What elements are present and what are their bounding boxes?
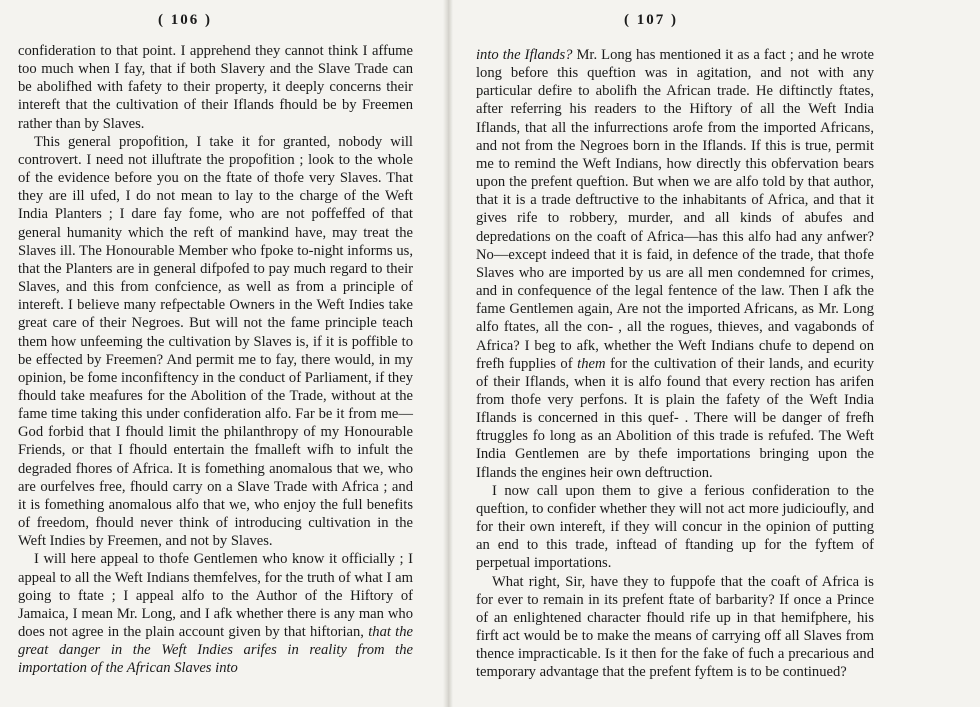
italic-quote: that the great danger in the Weft Indies arifes in reality from the importation of the African Slaves xyxy=(18,624,413,677)
italic-lead: into the Iflands? xyxy=(476,47,573,63)
paragraph-text: Mr. Long has mentioned it as a fact ; and he wrote long before this queftion was in agitation, and not with any particular defire to abolifh the African trade. He diftinctly ftates, after referring his readers to the Hiftory of all the Weft India Iflands, that all the infurrections arofe from the imported Africans, and not from the Negroes born in the Iflands. If this is true, permit me to remind the Weft Indians, how directly this obfervation bears upon the prefent queftion. But when we are alfo told by that author, that it is a trade deftructive to the inhabitants of Africa, and that it gives rife to robbery, murder, and all kinds of abufes and depredations on the coaft of Africa—has this alfo had any anfwer? No—except indeed that it is faid, in defence of the trade, that thofe Slaves who are imported by us are all men condemned for crimes, and in confequence of the legal fentence of the law. Then I afk the fame Gentlemen again, Are not the imported Africans, as Mr. Long alfo ftates, all the con- , all the rogues, thieves, and vagabonds of Africa? I beg to afk, whether the Weft Indians chufe to depend on frefh fupplies of xyxy=(476,47,874,372)
paragraph: confideration to that point. I apprehend they cannot think I affume too much when I fay, that if both Slavery and the Slave Trade can be abolifhed with fafety to their property, it deeply concerns their intereft that the cultivation of their Iflands fhould be by Freemen rather than by Slaves. xyxy=(18,43,413,132)
left-page xyxy=(0,0,445,707)
page-number: ( 107 ) xyxy=(624,12,678,28)
page-body xyxy=(476,46,874,681)
paragraph: This general propofition, I take it for granted, nobody will controvert. I need not illuftrate the propofition ; look to the whole of the evidence before you on the ftate of thofe very Slaves. That they are ill ufed, I do not mean to lay to the charge of the Weft India Planters ; I dare fay fome, who are not poffeffed of that general humanity which the reft of mankind have, may treat the Slaves ill. The Honourable Member who fpoke to-night informs us, that the Planters are in general difpofed to pay much regard to their Slaves, and this from confcience, as well as from a principle of intereft. I believe many refpectable Owners in the Weft Indies take great care of their Negroes. But will not the fame principle teach them how unfeeming the cultivation by Slaves is, if it is poffible to be effected by Freemen? And permit me to fay, there would, in my opinion, be fome inconfiftency in the conduct of Parliament, if they fhould take meafures for the Abolition of the Trade, without at the fame time taking this under confideration alfo. Far be it from me—God forbid that I fhould limit the philanthropy of my Honourable Friends, or that I fhould entertain the fmalleft wifh to infult the degraded fhores of Africa. It is fomething anomalous that we, who are ourfelves free, fhould carry on a Slave Trade with Africa ; and it is fomething anomalous alfo that we, who enjoy the full benefits of freedom, fhould never think of introducing cultivation in the Weft Indies by Freemen, and not by Slaves. xyxy=(18,133,413,550)
paragraph xyxy=(18,550,413,677)
paragraph: I now call upon them to give a ferious confideration to the queftion, to confider whether they will not act more judicioufly, and for their own intereft, if they will concur in the opinion of putting an end to this trade, inftead of ftanding up for the fyftem of perpetual importations. xyxy=(476,482,874,572)
page-number: ( 106 ) xyxy=(158,12,212,28)
paragraph: What right, Sir, have they to fuppofe that the coaft of Africa is for ever to remain in its prefent ftate of barbarity? If once a Prince of an enlightened character fhould rife up in that hemifphere, his firft act would be to make the means of carrying off all Slaves from thence impracticable. Is it then for the fake of fuch a precarious and temporary advantage that the prefent fyftem is to be continued? xyxy=(476,573,874,681)
page-body xyxy=(18,42,413,677)
paragraph-text: for the cultivation of their lands, and ecurity of their Iflands, when it is alfo found that every rection has arifen from thofe very perfons. It is plain the fafety of the Weft India Iflands is concerned in this quef- . There will be danger of frefh ftruggles fo long as an Abolition of this trade is refufed. The Weft India Gentlemen are by thefe importations bringing upon the Iflands the engines heir own deftruction. xyxy=(476,355,874,481)
right-page xyxy=(452,0,980,707)
paragraph-text: I will here appeal to thofe Gentlemen who know it officially ; I appeal to all the Weft Indians themfelves, for the truth of what I am going to ftate ; I appeal alfo to the Author of the Hiftory of Jamaica, I mean Mr. Long, and I afk whether there is any man who does not agree in the plain account given by that hiftorian, xyxy=(18,551,413,640)
catchword: into xyxy=(215,660,238,677)
italic-word: them xyxy=(577,355,606,372)
paragraph xyxy=(476,46,874,482)
